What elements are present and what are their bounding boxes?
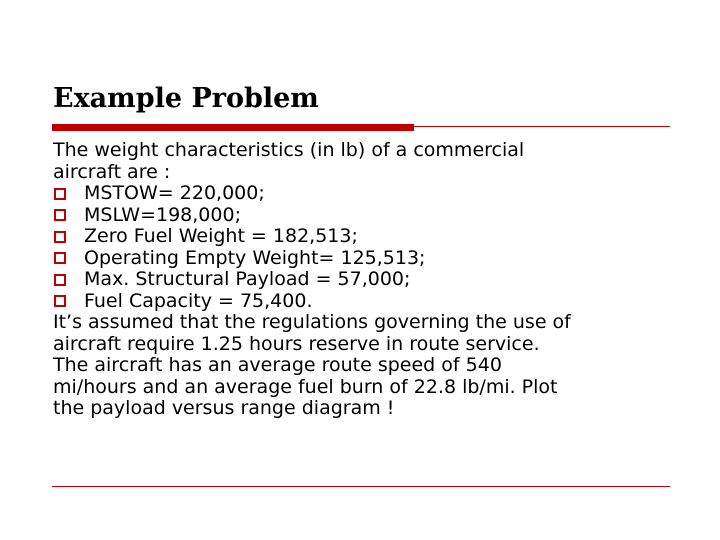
intro-line: The weight characteristics (in lb) of a commercial: [53, 139, 525, 161]
bullet-text: Zero Fuel Weight = 182,513;: [84, 225, 358, 247]
footer-divider: [52, 486, 670, 487]
hollow-square-bullet-icon: [54, 231, 66, 243]
bullet-item: [53, 269, 683, 291]
hollow-square-bullet-icon: [54, 188, 66, 200]
bullet-text: Operating Empty Weight= 125,513;: [84, 246, 426, 269]
bullet-item: [53, 183, 683, 205]
title-underline-thin: [414, 126, 670, 127]
intro-line: aircraft are :: [53, 160, 171, 183]
bullet-text: MSLW=198,000;: [84, 203, 241, 226]
slide-title: Example Problem: [53, 83, 319, 114]
hollow-square-bullet-icon: [54, 274, 66, 286]
closing-line: the payload versus range diagram !: [53, 397, 395, 419]
hollow-square-bullet-icon: [54, 295, 66, 307]
title-underline-thick: [52, 124, 414, 131]
closing-line: The aircraft has an average route speed of 540: [53, 354, 502, 376]
closing-line: mi/hours and an average fuel burn of 22.8 lb/mi. Plot: [53, 375, 558, 398]
bullet-item: [53, 248, 683, 270]
bullet-item: [53, 226, 683, 248]
bullet-text: Fuel Capacity = 75,400.: [84, 289, 313, 312]
hollow-square-bullet-icon: [54, 209, 66, 221]
bullet-text: MSTOW= 220,000;: [84, 182, 265, 204]
hollow-square-bullet-icon: [54, 252, 66, 264]
slide-body: [53, 140, 683, 420]
closing-line: It’s assumed that the regulations governing the use of: [53, 311, 571, 333]
bullet-item: [53, 205, 683, 227]
bullet-text: Max. Structural Payload = 57,000;: [84, 268, 411, 290]
closing-line: aircraft require 1.25 hours reserve in route service.: [53, 332, 540, 355]
bullet-item: [53, 291, 683, 313]
